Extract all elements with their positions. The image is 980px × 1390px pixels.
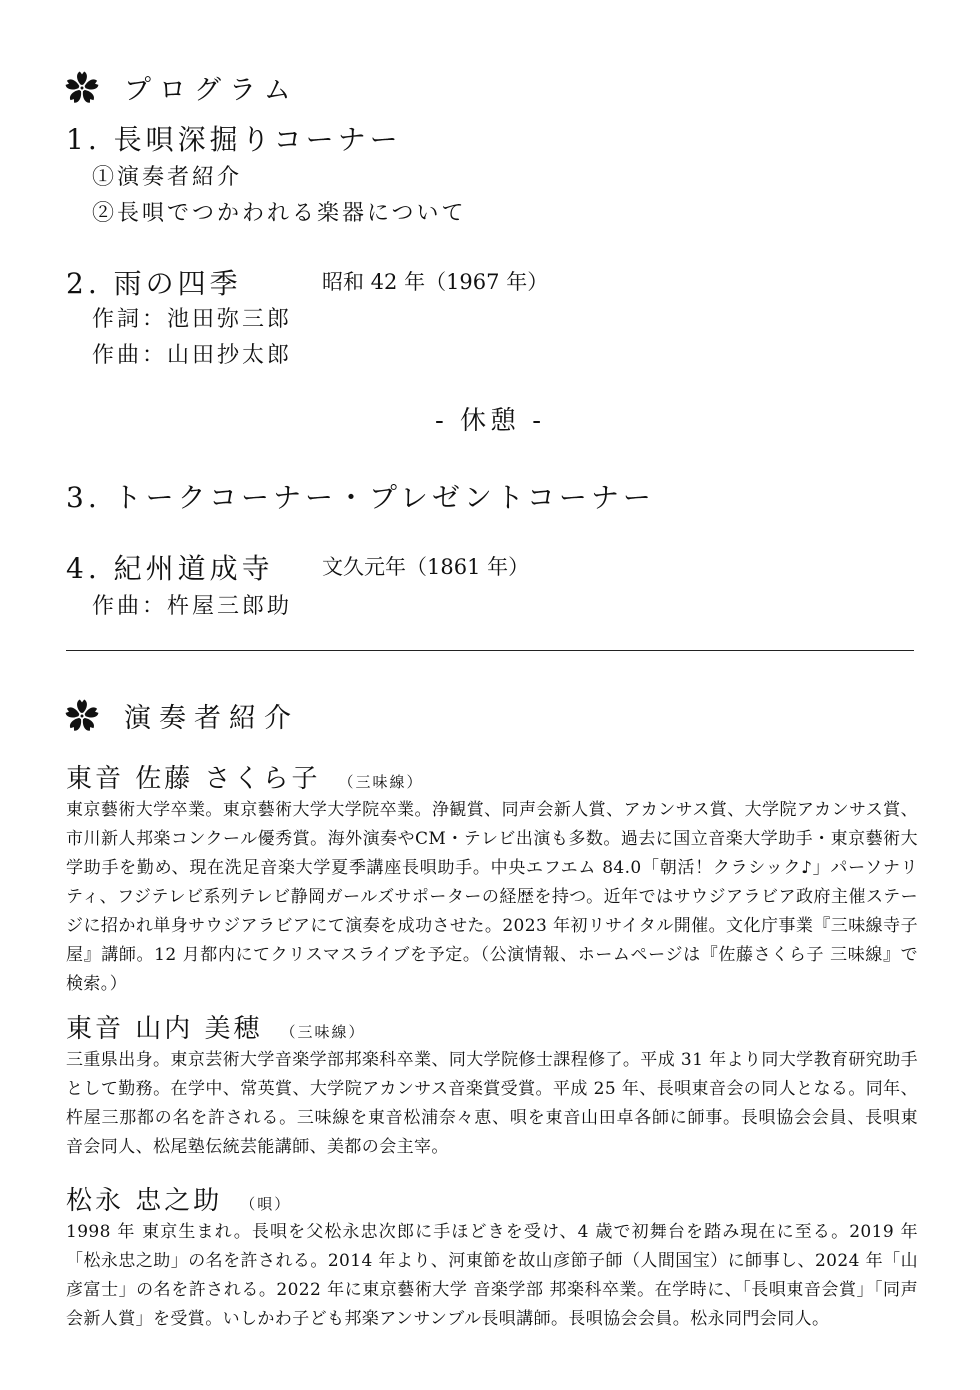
intermission-label: - 休憩 - xyxy=(434,406,546,436)
program-item-2-title: 2. 雨の四季 xyxy=(66,267,242,300)
sakura-icon xyxy=(64,70,100,106)
performer-3-name-row xyxy=(66,1180,291,1217)
section-divider xyxy=(66,650,914,651)
performer-2-bio: 三重県出身。東京芸術大学音楽学部邦楽科卒業、同大学院修士課程修了。平成 31 年より同大学教育研究助手として勤務。在学中、常英賞、大学院アカンサス音楽賞受賞。平成 25 年、長唄東音会の同人となる。同年、杵屋三那都の名を許される。三味線を東音松浦奈々恵、唄を東音山田卓各師に師事。長唄協会会員、長唄東音会同人、松尾塾伝統芸能講師、美都の会主宰。 xyxy=(66,1050,918,1157)
performer-1-instrument: （三味線） xyxy=(338,773,424,791)
program-item-1-sub-1: ①演奏者紹介 xyxy=(92,165,243,190)
performer-2-name-row xyxy=(66,1008,366,1045)
performer-2-instrument: （三味線） xyxy=(280,1023,366,1041)
performer-1-name-row xyxy=(66,758,424,795)
program-item-3-title: 3. トークコーナー・プレゼントコーナー xyxy=(66,481,655,514)
program-item-4-date: 文久元年（1861 年） xyxy=(322,555,530,579)
performer-3-bio: 1998 年 東京生まれ。長唄を父松永忠次郎に手ほどきを受け、4 歳で初舞台を踏み現在に至る。2019 年「松永忠之助」の名を許される。2014 年より、河東節を故山彦節子師（人間国宝）に師事し、2024 年「山彦富士」の名を許される。2022 年に東京藝術大学 音楽学部 邦楽科卒業。在学時に、「長唄東音会賞」「同声会新人賞」を受賞。いしかわ子ども邦楽アンサンブル長唄講師。長唄協会会員。松永同門会同人。 xyxy=(66,1222,918,1329)
program-item-4-title: 4. 紀州道成寺 xyxy=(66,552,274,585)
performer-1-name: 東音 佐藤 さくら子 xyxy=(66,764,321,794)
program-item-1-sub-2: ②長唄でつかわれる楽器について xyxy=(92,201,467,226)
program-item-2-composer: 作曲：山田抄太郎 xyxy=(92,343,293,368)
program-heading xyxy=(64,68,299,107)
program-item-2-lyricist: 作詞：池田弥三郎 xyxy=(92,307,293,332)
performers-heading-text: 演奏者紹介 xyxy=(124,703,299,734)
performer-3-instrument: （唄） xyxy=(240,1195,292,1213)
performers-heading xyxy=(64,696,299,735)
program-item-1-title: 1. 長唄深掘りコーナー xyxy=(66,123,402,156)
performer-3-name: 松永 忠之助 xyxy=(66,1186,223,1216)
performer-2-name: 東音 山内 美穂 xyxy=(66,1014,263,1044)
program-item-2-date: 昭和 42 年（1967 年） xyxy=(322,270,549,294)
program-item-4-composer: 作曲：杵屋三郎助 xyxy=(92,594,293,619)
performer-1-bio: 東京藝術大学卒業。東京藝術大学大学院卒業。浄観賞、同声会新人賞、アカンサス賞、大学院アカンサス賞、市川新人邦楽コンクール優秀賞。海外演奏やCM・テレビ出演も多数。過去に国立音楽大学助手・東京藝術大学助手を勤め、現在洗足音楽大学夏季講座長唄助手。中央エフエム 84.0「朝活！クラシック♪」パーソナリティ、フジテレビ系列テレビ静岡ガールズサポーターの経歴を持つ。近年ではサウジアラビア政府主催ステージに招かれ単身サウジアラビアにて演奏を成功させた。2023 年初リサイタル開催。文化庁事業『三味線寺子屋』講師。12 月都内にてクリスマスライブを予定。（公演情報、ホームページは『佐藤さくら子 三味線』で検索。） xyxy=(66,800,918,994)
program-heading-text: プログラム xyxy=(124,75,299,106)
sakura-icon xyxy=(64,698,100,734)
